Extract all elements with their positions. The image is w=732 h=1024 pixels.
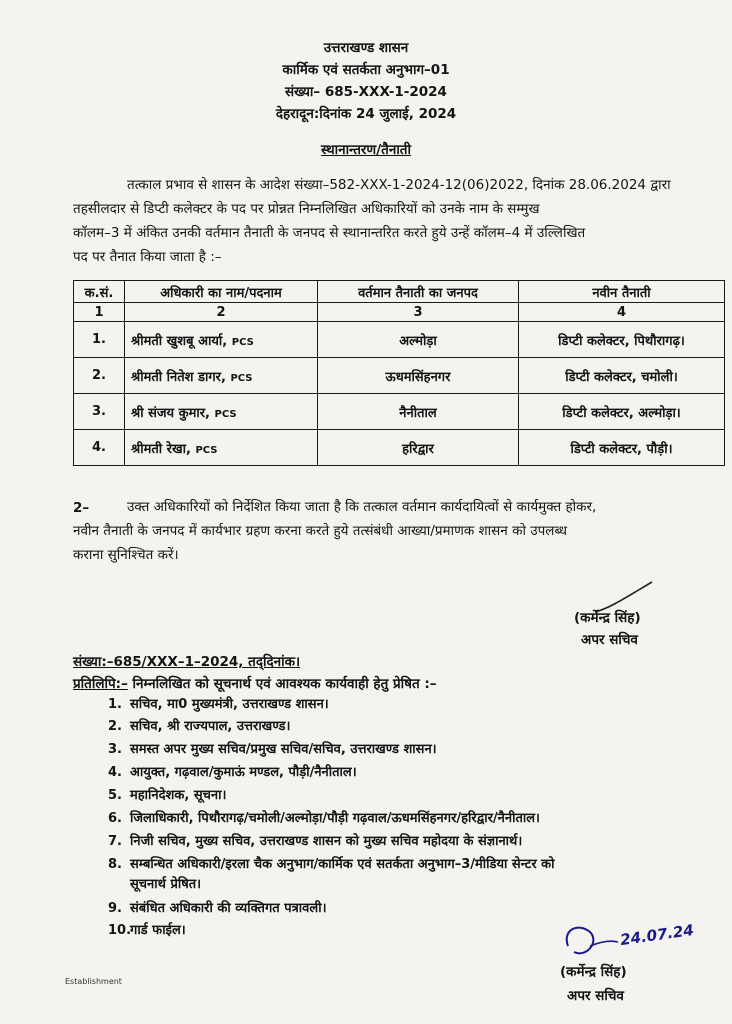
table-header-row <box>74 281 725 303</box>
signature-date: 24.07.24 <box>619 920 695 950</box>
col-header-district: वर्तमान तैनाती का जनपद <box>318 281 519 303</box>
subject-heading: स्थानान्तरण/तैनाती <box>320 142 412 158</box>
row-sno: 4. <box>74 430 125 466</box>
intro-line-1: तत्काल प्रभाव से शासन के आदेश संख्या–582-XXX-1-2024-12(06)2022, दिनांक 28.06.2024 द्वारा <box>127 177 671 193</box>
new-posting: डिप्टी कलेक्टर, पिथौरागढ़। <box>519 322 725 358</box>
cadre: PCS <box>230 372 253 384</box>
row-sno: 2. <box>74 358 125 394</box>
col-number: 4 <box>519 303 725 322</box>
copy-reference: संख्या:–685/XXX–1–2024, तद्‌दिनांक। <box>73 654 301 670</box>
current-district: हरिद्वार <box>318 430 519 466</box>
footer-stamp: Establishment <box>65 977 122 986</box>
officer-name: श्रीमती रेखा, PCS <box>125 430 318 466</box>
col-number: 2 <box>125 303 318 322</box>
dept-title: उत्तराखण्ड शासन <box>323 40 409 56</box>
section-title: कार्मिक एवं सतर्कता अनुभाग–01 <box>282 62 450 78</box>
new-posting: डिप्टी कलेक्टर, पौड़ी। <box>519 430 725 466</box>
signatory-designation: अपर सचिव <box>567 988 624 1004</box>
current-district: ऊधमसिंहनगर <box>318 358 519 394</box>
signatory-designation: अपर सचिव <box>581 632 638 648</box>
intro-line-3: कॉलम–3 में अंकित उनकी वर्तमान तैनाती के जनपद से स्थानान्तरित करते हुये उन्हें कॉलम–4 में उल्लिखित <box>73 225 586 241</box>
copy-intro: प्रतिलिपि:– निम्नलिखित को सूचनार्थ एवं आवश्यक कार्यवाही हेतु प्रेषित :– <box>73 676 437 692</box>
list-item: 6. जिलाधिकारी, पिथौरागढ़/चमोली/अल्मोड़ा/पौड़ी गढ़वाल/ऊधमसिंहनगर/हरिद्वार/नैनीताल। <box>108 811 540 826</box>
cadre: PCS <box>195 444 218 456</box>
list-item: 1. सचिव, मा0 मुख्यमंत्री, उत्तराखण्ड शासन। <box>108 697 329 712</box>
signatory-name: (कर्मेन्द्र सिंह) <box>574 610 641 626</box>
col-header-name: अधिकारी का नाम/पदनाम <box>125 281 318 303</box>
table-row <box>74 322 725 358</box>
cadre: PCS <box>214 408 237 420</box>
col-number: 1 <box>74 303 125 322</box>
list-item-continuation: सूचनार्थ प्रेषित। <box>130 877 202 892</box>
signatory-name: (कर्मेन्द्र सिंह) <box>560 964 627 980</box>
col-header-posting: नवीन तैनाती <box>519 281 725 303</box>
table-row <box>74 394 725 430</box>
list-item: 4. आयुक्त, गढ़वाल/कुमाऊं मण्डल, पौड़ी/नैनीताल। <box>108 765 357 780</box>
current-district: अल्मोड़ा <box>318 322 519 358</box>
table-row <box>74 358 725 394</box>
intro-line-2: तहसीलदार से डिप्टी कलेक्टर के पद पर प्रोन्नत निम्नलिखित अधिकारियों को उनके नाम के सम्मुख <box>73 201 540 217</box>
row-sno: 3. <box>74 394 125 430</box>
para2-line-2: नवीन तैनाती के जनपद में कार्यभार ग्रहण करना करते हुये तत्संबंधी आख्या/प्रमाणक शासन को उपलब्ध <box>73 523 567 539</box>
list-item: 9. संबंधित अधिकारी की व्यक्तिगत पत्रावली। <box>108 901 327 916</box>
current-district: नैनीताल <box>318 394 519 430</box>
intro-line-4: पद पर तैनात किया जाता है :– <box>73 249 222 265</box>
para2-line-1: उक्त अधिकारियों को निर्देशित किया जाता है कि तत्काल वर्तमान कार्यदायित्वों से कार्यमुक्त होकर, <box>127 499 597 515</box>
new-posting: डिप्टी कलेक्टर, अल्मोड़ा। <box>519 394 725 430</box>
list-item: 7. निजी सचिव, मुख्य सचिव, उत्तराखण्ड शासन को मुख्य सचिव महोदया के संज्ञानार्थ। <box>108 834 523 849</box>
table-row <box>74 430 725 466</box>
row-sno: 1. <box>74 322 125 358</box>
transfer-table <box>73 280 725 466</box>
order-number: संख्या– 685-XXX-1-2024 <box>285 84 447 100</box>
cadre: PCS <box>231 336 254 348</box>
col-header-sno: क.सं. <box>74 281 125 303</box>
list-item: 2. सचिव, श्री राज्यपाल, उत्तराखण्ड। <box>108 719 291 734</box>
col-number: 3 <box>318 303 519 322</box>
column-number-row <box>74 303 725 322</box>
officer-name: श्रीमती नितेश डागर, PCS <box>125 358 318 394</box>
list-item: 10.गार्ड फाईल। <box>108 923 186 938</box>
new-posting: डिप्टी कलेक्टर, चमोली। <box>519 358 725 394</box>
list-item: 3. समस्त अपर मुख्य सचिव/प्रमुख सचिव/सचिव, उत्तराखण्ड शासन। <box>108 742 437 757</box>
para-number: 2– <box>73 500 90 516</box>
order-date: देहरादून:दिनांक 24 जुलाई, 2024 <box>275 106 457 122</box>
officer-name: श्री संजय कुमार, PCS <box>125 394 318 430</box>
list-item: 8. सम्बन्धित अधिकारी/इरला चैक अनुभाग/कार्मिक एवं सतर्कता अनुभाग–3/मीडिया सेन्टर को <box>108 857 555 872</box>
para2-line-3: कराना सुनिश्चित करें। <box>73 547 179 563</box>
officer-name: श्रीमती खुशबू आर्या, PCS <box>125 322 318 358</box>
list-item: 5. महानिदेशक, सूचना। <box>108 788 227 803</box>
